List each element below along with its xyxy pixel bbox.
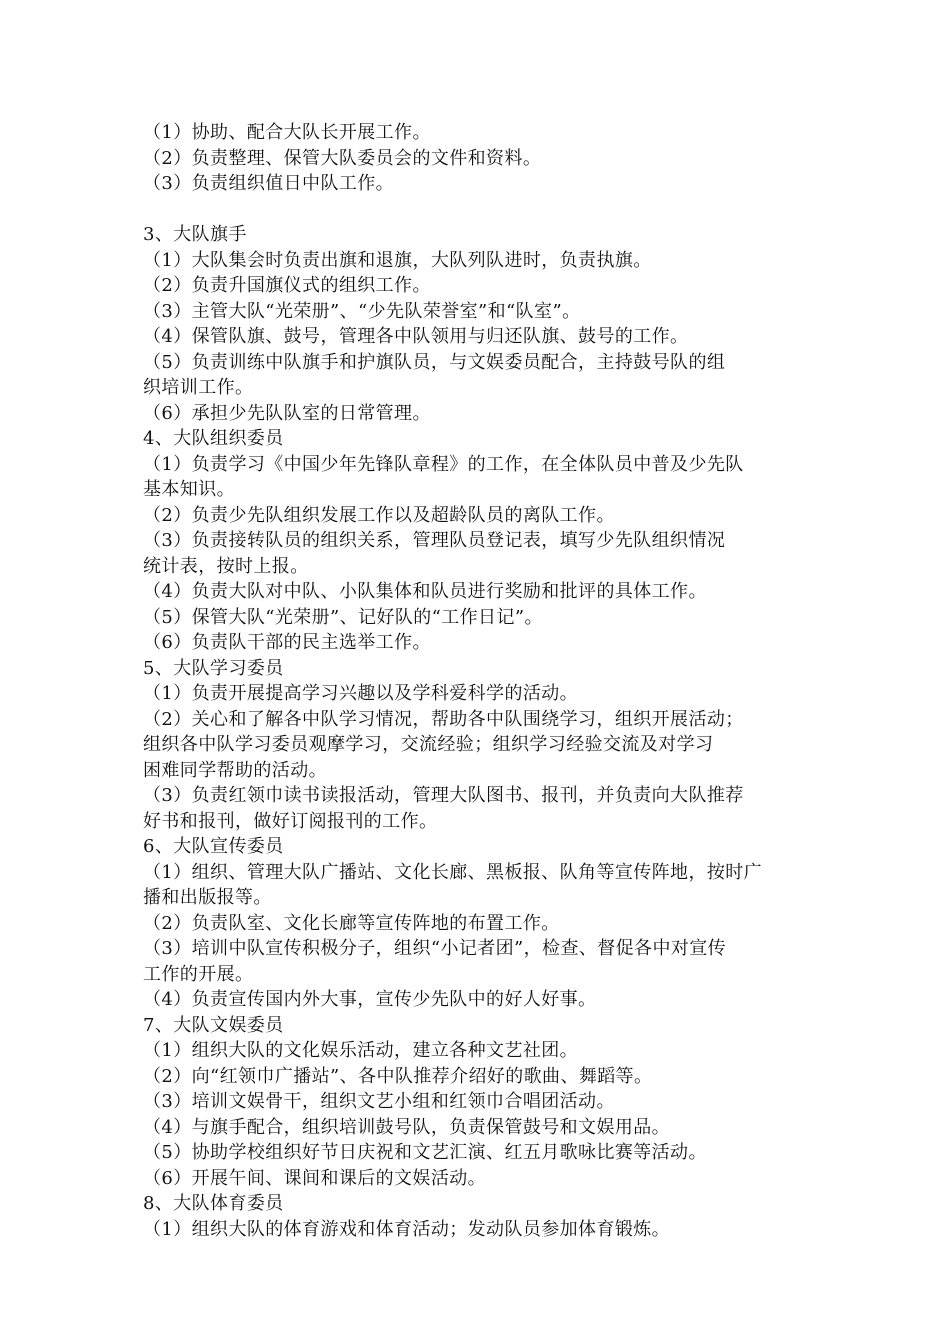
section-heading: 7、大队文娱委员 xyxy=(143,1014,284,1036)
text-line: （2）向“红领巾广播站”、各中队推荐介绍好的歌曲、舞蹈等。 xyxy=(143,1065,653,1087)
text-line: （2）关心和了解各中队学习情况，帮助各中队围绕学习，组织开展活动； xyxy=(143,708,744,730)
text-line: （1）组织大队的文化娱乐活动，建立各种文艺社团。 xyxy=(143,1040,579,1061)
text-line: （2）负责整理、保管大队委员会的文件和资料。 xyxy=(143,147,542,169)
text-line: （5）保管大队“光荣册”、记好队的“工作日记”。 xyxy=(143,606,543,628)
text-line: （5）负责训练中队旗手和护旗队员，与文娱委员配合，主持鼓号队的组 xyxy=(143,351,726,373)
section-heading: 3、大队旗手 xyxy=(143,224,247,245)
text-line: 好书和报刊，做好订阅报刊的工作。 xyxy=(143,810,438,832)
text-line: （4）与旗手配合，组织培训鼓号队，负责保管鼓号和文娱用品。 xyxy=(143,1116,671,1138)
text-line: （3）负责组织值日中队工作。 xyxy=(143,173,395,194)
text-line: （5）协助学校组织好节日庆祝和文艺汇演、红五月歌咏比赛等活动。 xyxy=(143,1142,707,1163)
text-line: 织培训工作。 xyxy=(143,377,254,398)
text-line: 困难同学帮助的活动。 xyxy=(143,759,327,781)
section-heading: 4、大队组织委员 xyxy=(143,428,284,449)
text-line: （2）负责升国旗仪式的组织工作。 xyxy=(143,275,431,296)
text-line: 工作的开展。 xyxy=(143,963,254,985)
text-line: （1）大队集会时负责出旗和退旗，大队列队进时，负责执旗。 xyxy=(143,249,652,271)
text-line: （1）负责开展提高学习兴趣以及学科爱科学的活动。 xyxy=(143,683,579,704)
text-line: （4）负责宣传国内外大事，宣传少先队中的好人好事。 xyxy=(143,989,597,1010)
text-line: 播和出版报等。 xyxy=(143,887,272,908)
section-heading: 5、大队学习委员 xyxy=(143,657,284,679)
text-line: （6）承担少先队队室的日常管理。 xyxy=(143,402,431,424)
text-line: （6）负责队干部的民主选举工作。 xyxy=(143,632,431,653)
text-line: 组织各中队学习委员观摩学习，交流经验；组织学习经验交流及对学习 xyxy=(143,734,714,755)
text-line: （4）负责大队对中队、小队集体和队员进行奖励和批评的具体工作。 xyxy=(143,581,707,602)
section-heading: 8、大队体育委员 xyxy=(143,1193,284,1214)
text-line: 统计表，按时上报。 xyxy=(143,555,309,577)
text-line: （4）保管队旗、鼓号，管理各中队领用与归还队旗、鼓号的工作。 xyxy=(143,326,689,347)
section-heading: 6、大队宣传委员 xyxy=(143,836,284,857)
text-line: （1）组织大队的体育游戏和体育活动；发动队员参加体育锻炼。 xyxy=(143,1218,671,1240)
text-line: （2）负责少先队组织发展工作以及超龄队员的离队工作。 xyxy=(143,504,615,526)
text-line: （2）负责队室、文化长廊等宣传阵地的布置工作。 xyxy=(143,912,560,934)
text-line: （3）主管大队“光荣册”、“少先队荣誉室”和“队室”。 xyxy=(143,300,581,322)
text-line: （1）组织、管理大队广播站、文化长廊、黑板报、队角等宣传阵地，按时广 xyxy=(143,861,763,883)
text-line: （3）培训文娱骨干，组织文艺小组和红领巾合唱团活动。 xyxy=(143,1091,615,1112)
text-line: （1）负责学习《中国少年先锋队章程》的工作，在全体队员中普及少先队 xyxy=(143,453,744,475)
blank-line xyxy=(143,197,823,223)
text-line: （3）负责接转队员的组织关系，管理队员登记表，填写少先队组织情况 xyxy=(143,530,726,551)
text-line: 基本知识。 xyxy=(143,479,235,500)
text-line: （3）培训中队宣传积极分子，组织“小记者团”，检查、督促各中对宣传 xyxy=(143,938,727,959)
document-body xyxy=(143,120,823,1242)
text-line: （6）开展午间、课间和课后的文娱活动。 xyxy=(143,1167,487,1189)
text-line: （3）负责红领巾读书读报活动，管理大队图书、报刊，并负责向大队推荐 xyxy=(143,785,744,806)
text-line: （1）协助、配合大队长开展工作。 xyxy=(143,122,431,143)
